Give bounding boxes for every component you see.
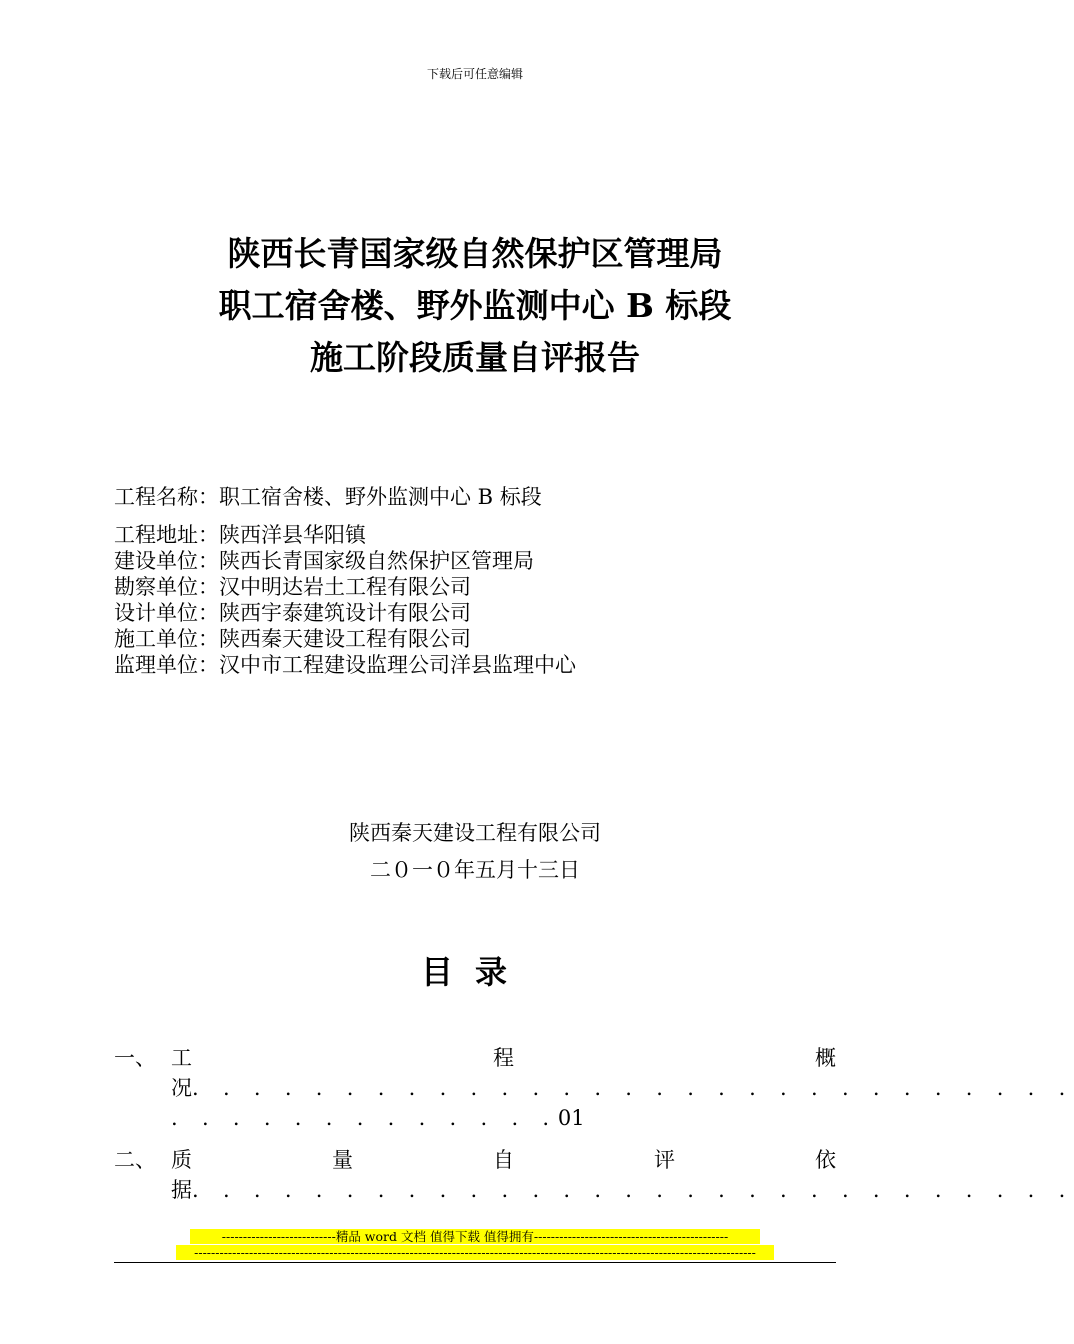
toc-char: 质 — [171, 1148, 192, 1172]
project-name-row: 工程名称：职工宿舍楼、野外监测中心 B 标段 — [114, 485, 542, 509]
toc-entry-number: 二、 — [114, 1148, 156, 1172]
toc-leader-line — [171, 1072, 1074, 1104]
info-row-construction: 施工单位：陕西秦天建设工程有限公司 — [114, 627, 471, 651]
toc-title: 目录 — [420, 953, 529, 991]
toc-entry-number: 一、 — [114, 1046, 156, 1070]
toc-leader-dots: . . . . . . . . . . . . . . . . . . . . . . . . . . . . . — [192, 1178, 1074, 1202]
toc-char: 自 — [493, 1148, 514, 1172]
toc-char: 评 — [654, 1148, 675, 1172]
info-row-design: 设计单位：陕西宇泰建筑设计有限公司 — [114, 601, 471, 625]
project-info-list — [114, 522, 576, 678]
title-line-3: 施工阶段质量自评报告 — [310, 338, 640, 377]
watermark-banner-line-2: ------------------------------------------------------------------------------------------------------------------------------------- — [176, 1245, 774, 1260]
toc-entry-title — [171, 1144, 836, 1176]
toc-entry[interactable] — [114, 1144, 1074, 1208]
info-row-address: 工程地址：陕西洋县华阳镇 — [114, 523, 366, 547]
toc-leader-dots: . . . . . . . . . . . . . — [171, 1106, 558, 1130]
watermark-banner-line-1: ---------------------------精品 word 文档 值得下载 值得拥有---------------------------------------------- — [190, 1229, 760, 1244]
project-name — [114, 484, 542, 510]
report-title — [0, 228, 950, 384]
company-signature: 陕西秦天建设工程有限公司 — [349, 821, 601, 845]
info-row-survey: 勘察单位：汉中明达岩土工程有限公司 — [114, 575, 471, 599]
footer-divider — [114, 1262, 836, 1263]
toc-char: 量 — [332, 1148, 353, 1172]
toc-char: 程 — [493, 1046, 514, 1070]
toc-char: 概 — [815, 1046, 836, 1070]
header-note: 下载后可任意编辑 — [426, 67, 523, 81]
info-row-owner: 建设单位：陕西长青国家级自然保护区管理局 — [114, 549, 534, 573]
toc-page-number: 01 — [557, 1106, 585, 1130]
toc-leader-line — [171, 1174, 1074, 1206]
toc-entry[interactable] — [114, 1042, 1074, 1138]
toc-char: 据 — [171, 1178, 192, 1202]
title-line-1: 陕西长青国家级自然保护区管理局 — [227, 234, 723, 273]
toc-char: 况 — [171, 1076, 192, 1100]
toc-entry-title — [171, 1042, 836, 1074]
info-row-supervision: 监理单位：汉中市工程建设监理公司洋县监理中心 — [114, 653, 576, 677]
toc-char: 工 — [171, 1046, 192, 1070]
title-line-2: 职工宿舍楼、野外监测中心 B 标段 — [218, 286, 732, 325]
toc-leader-dots: . . . . . . . . . . . . . . . . . . . . . . . . . . . . . — [192, 1076, 1074, 1100]
toc-leader-line — [171, 1102, 836, 1134]
toc-char: 依 — [815, 1148, 836, 1172]
report-date: 二０一０年五月十三日 — [370, 858, 580, 882]
